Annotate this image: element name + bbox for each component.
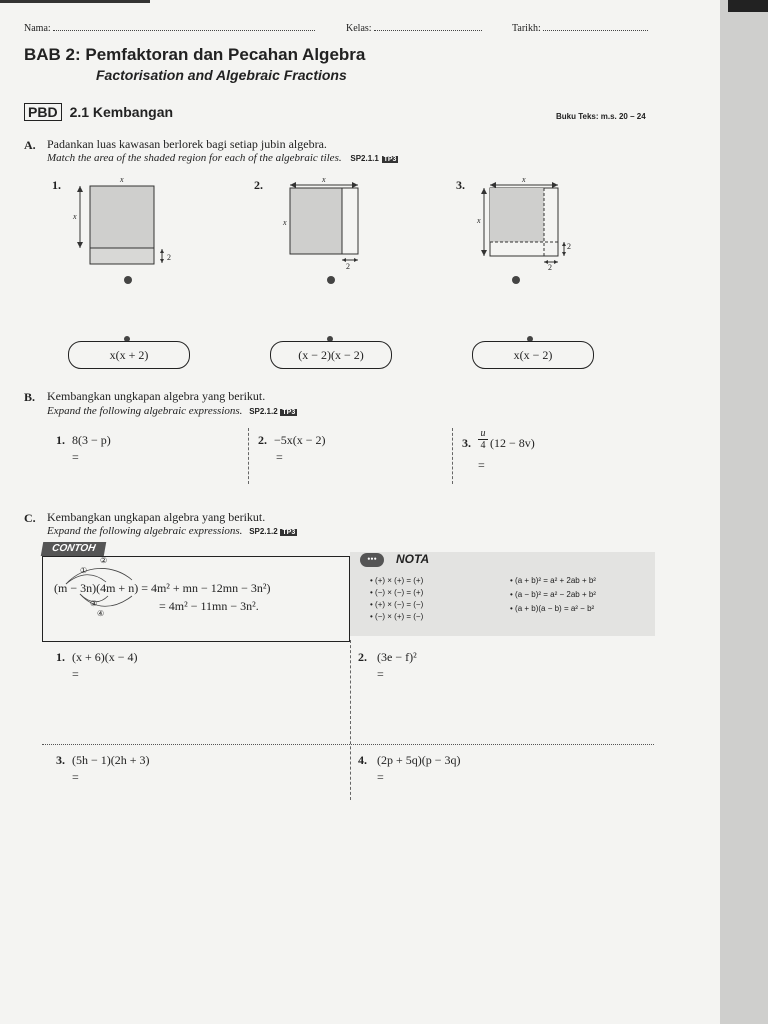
contoh-line1 xyxy=(54,581,270,596)
tile-2-diagram xyxy=(278,176,378,276)
c2-number: 2. xyxy=(358,650,367,664)
tarikh-label: Tarikh: xyxy=(512,23,541,34)
nota-identity-3: • (a + b)(a − b) = a² − b² xyxy=(510,604,595,613)
part-c-instruction-en: Expand the following algebraic expressions. SP2.1.2 TP3 xyxy=(47,525,296,537)
tile-3-side-label: x xyxy=(477,216,481,225)
c-horizontal-divider xyxy=(42,744,654,745)
tile-2-extra-label: 2 xyxy=(346,262,350,271)
kelas-blank[interactable] xyxy=(374,22,482,31)
tile-2-match-dot[interactable] xyxy=(327,276,335,284)
tile-2-top-label: x xyxy=(322,175,326,184)
answer-pill-2[interactable]: (x − 2)(x − 2) xyxy=(270,341,392,369)
tarikh-blank[interactable] xyxy=(543,22,648,31)
top-rule xyxy=(0,0,150,3)
c3-equals: = xyxy=(72,770,79,784)
nota-identity-1: • (a + b)² = a² + 2ab + b² xyxy=(510,576,596,585)
nota-sign-2: • (−) × (−) = (+) xyxy=(370,588,424,597)
nama-blank[interactable] xyxy=(53,22,315,31)
nota-identity-2: • (a − b)² = a² − 2ab + b² xyxy=(510,590,596,599)
part-b-code: SP2.1.2 xyxy=(249,407,278,416)
b3-equals: = xyxy=(478,458,485,472)
section-header xyxy=(24,104,173,122)
tile-1-side-label: x xyxy=(73,212,77,221)
part-a-instruction-ms: Padankan luas kawasan berlorek bagi setiap jubin algebra. xyxy=(47,137,327,151)
contoh-line1-rhs: = 4m² + mn − 12mn − 3n²) xyxy=(141,581,271,595)
part-b-tp: TP3 xyxy=(282,409,296,416)
b-divider-2 xyxy=(452,428,453,484)
tile-3-extra-label-side: 2 xyxy=(567,242,571,251)
speech-bubble-icon: ••• xyxy=(360,553,384,567)
answer-pill-1[interactable]: x(x + 2) xyxy=(68,341,190,369)
part-c-tp: TP3 xyxy=(282,529,296,536)
contoh-step-3: ③ xyxy=(90,599,98,608)
b2-expression: −5x(x − 2) xyxy=(274,433,326,447)
section-title: 2.1 Kembangan xyxy=(69,104,174,120)
part-a-tp: TP3 xyxy=(383,156,397,163)
b1-expression: 8(3 − p) xyxy=(72,433,111,447)
tile-2-number: 2. xyxy=(254,178,263,192)
contoh-line1-lhs: (m − 3n)(4m + n) xyxy=(54,581,139,595)
b-divider-1 xyxy=(248,428,249,484)
nota-sign-3: • (+) × (−) = (−) xyxy=(370,600,424,609)
tile-2-side-label: x xyxy=(283,218,287,227)
c4-equals: = xyxy=(377,770,384,784)
c3-number: 3. xyxy=(56,753,65,767)
b3-fraction-denominator: 4 xyxy=(480,440,486,451)
tile-1-top-label: x xyxy=(120,175,124,184)
part-a-instruction-en: Match the area of the shaded region for each of the algebraic tiles. SP2.1.1 TP3 xyxy=(47,152,397,164)
nama-label: Nama: xyxy=(24,23,51,34)
b3-number: 3. xyxy=(462,436,471,450)
contoh-step-1: ① xyxy=(80,566,88,575)
contoh-line2: = 4m² − 11mn − 3n². xyxy=(159,599,259,613)
c4-expression: (2p + 5q)(p − 3q) xyxy=(377,753,461,767)
c2-expression: (3e − f)² xyxy=(377,650,417,664)
c1-number: 1. xyxy=(56,650,65,664)
tile-3-number: 3. xyxy=(456,178,465,192)
c-vertical-divider xyxy=(350,640,351,800)
answer-pill-3[interactable]: x(x − 2) xyxy=(472,341,594,369)
tile-1-match-dot[interactable] xyxy=(124,276,132,284)
chapter-subtitle: Factorisation and Algebraic Fractions xyxy=(96,67,347,83)
tile-3-match-dot[interactable] xyxy=(512,276,520,284)
kelas-label: Kelas: xyxy=(346,23,372,34)
part-c-instruction-ms: Kembangkan ungkapan algebra yang berikut. xyxy=(47,510,266,524)
kelas-field xyxy=(346,22,482,34)
b3-expression: (12 − 8v) xyxy=(490,436,535,450)
nota-sign-4: • (−) × (+) = (−) xyxy=(370,612,424,621)
part-b-letter: B. xyxy=(24,390,36,404)
c4-number: 4. xyxy=(358,753,367,767)
page-edge-shadow xyxy=(720,0,768,1024)
contoh-label: CONTOH xyxy=(41,542,107,556)
b1-number: 1. xyxy=(56,433,65,447)
binder-clip xyxy=(728,0,768,12)
b2-number: 2. xyxy=(258,433,267,447)
c1-equals: = xyxy=(72,667,79,681)
tile-1-extra-label: 2 xyxy=(167,253,171,262)
contoh-step-2: ② xyxy=(100,556,108,565)
c3-expression: (5h − 1)(2h + 3) xyxy=(72,753,150,767)
b2-equals: = xyxy=(276,450,283,464)
b3-fraction-numerator: u xyxy=(478,428,488,440)
pbd-badge: PBD xyxy=(24,103,62,121)
tile-3-diagram xyxy=(476,176,586,276)
part-b-instruction-en: Expand the following algebraic expressions. SP2.1.2 TP3 xyxy=(47,405,296,417)
contoh-step-4: ④ xyxy=(97,609,105,618)
b3-fraction xyxy=(478,428,488,451)
textbook-ref: Buku Teks: m.s. 20 – 24 xyxy=(556,112,646,121)
tarikh-field xyxy=(512,22,648,34)
part-b-instruction-ms: Kembangkan ungkapan algebra yang berikut. xyxy=(47,389,266,403)
tile-1-number: 1. xyxy=(52,178,61,192)
chapter-title: BAB 2: Pemfaktoran dan Pecahan Algebra xyxy=(24,45,366,64)
nota-title: NOTA xyxy=(396,552,430,566)
tile-3-top-label: x xyxy=(522,175,526,184)
part-a-code: SP2.1.1 xyxy=(350,154,379,163)
part-c-letter: C. xyxy=(24,511,36,525)
tile-3-extra-label-bottom: 2 xyxy=(548,263,552,272)
b1-equals: = xyxy=(72,450,79,464)
nama-field xyxy=(24,22,315,34)
part-a-letter: A. xyxy=(24,138,36,152)
c2-equals: = xyxy=(377,667,384,681)
nota-sign-1: • (+) × (+) = (+) xyxy=(370,576,424,585)
part-c-code: SP2.1.2 xyxy=(249,527,278,536)
c1-expression: (x + 6)(x − 4) xyxy=(72,650,138,664)
